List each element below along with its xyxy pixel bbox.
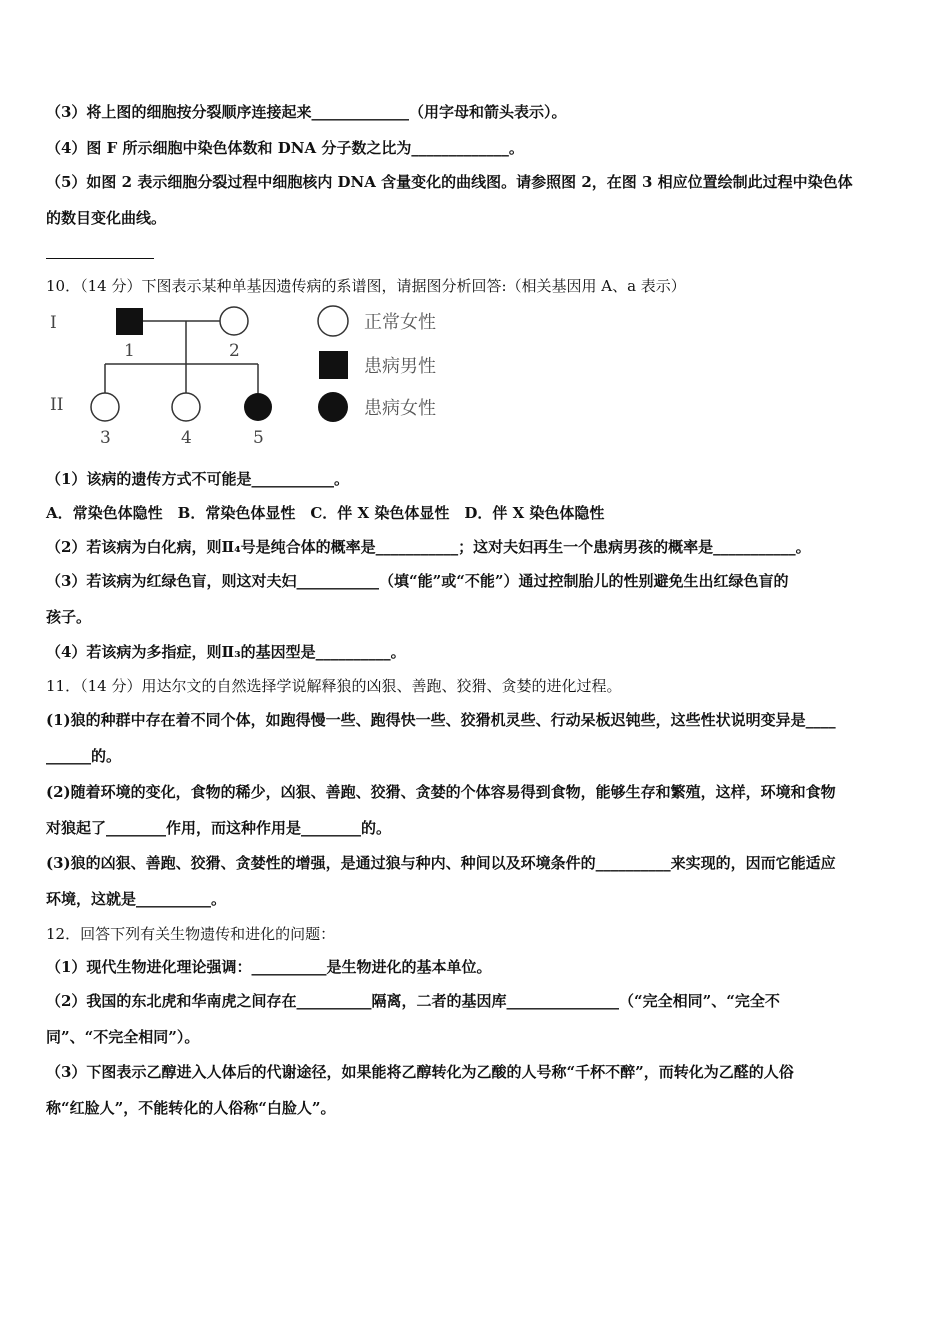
q9-part5-line1: （5）如图 2 表示细胞分裂过程中细胞核内 DNA 含量变化的曲线图。请参照图 2，在图 3 相应位置绘制此过程中染色体 xyxy=(46,173,853,191)
q10-part3-line1: （3）若该病为红绿色盲，则这对夫妇___________（填“能”或“不能”）通过控制胎儿的性别避免生出红绿色盲的 xyxy=(46,572,789,590)
legend-affected-male-label: 患病男性 xyxy=(364,356,436,377)
q11-stem: 11．（14 分）用达尔文的自然选择学说解释狼的凶狠、善跑、狡猾、贪婪的进化过程。 xyxy=(46,677,622,695)
q10-part1: （1）该病的遗传方式不可能是___________。 xyxy=(46,470,349,488)
individual-4-label: 4 xyxy=(181,428,192,448)
q9-part3: （3）将上图的细胞按分裂顺序连接起来_____________（用字母和箭头表示）。 xyxy=(46,103,567,121)
normal-female-I2 xyxy=(220,307,248,335)
normal-female-II4 xyxy=(172,393,200,421)
individual-5-label: 5 xyxy=(253,428,264,448)
legend-normal-female-symbol xyxy=(318,306,348,336)
generation-II-label: II xyxy=(50,395,64,415)
q9-part5-line2: 的数目变化曲线。 xyxy=(46,209,167,227)
affected-male-I1 xyxy=(116,308,143,335)
q12-stem: 12．回答下列有关生物遗传和进化的问题： xyxy=(46,925,336,943)
q10-part3-line2: 孩子。 xyxy=(46,608,92,626)
q9-part4: （4）图 F 所示细胞中染色体数和 DNA 分子数之比为_____________。 xyxy=(46,139,524,157)
q12-part3-line1: （3）下图表示乙醇进入人体后的代谢途径，如果能将乙醇转化为乙酸的人号称“千杯不醉”，而转化为乙醛的人俗 xyxy=(46,1063,794,1081)
generation-I-label: I xyxy=(50,313,57,333)
q10-part2: （2）若该病为白化病，则Ⅱ₄号是纯合体的概率是___________；这对夫妇再生一个患病男孩的概率是___________。 xyxy=(46,538,811,556)
q10-part4: （4）若该病为多指症，则Ⅱ₃的基因型是__________。 xyxy=(46,643,406,661)
q11-part1-line2: ______的。 xyxy=(46,747,122,765)
individual-3-label: 3 xyxy=(100,428,111,448)
legend-normal-female-label: 正常女性 xyxy=(364,312,436,333)
individual-1-label: 1 xyxy=(124,341,135,361)
q12-part1: （1）现代生物进化理论强调：__________是生物进化的基本单位。 xyxy=(46,958,492,976)
q10-options: A．常染色体隐性 B．常染色体显性 C．伴 X 染色体显性 D．伴 X 染色体隐性 xyxy=(46,504,605,522)
legend-affected-female-symbol xyxy=(318,392,348,422)
q11-part3-line1: (3)狼的凶狠、善跑、狡猾、贪婪性的增强，是通过狼与种内、种间以及环境条件的__________来实现的，因而它能适应 xyxy=(46,854,836,872)
legend-affected-female-label: 患病女性 xyxy=(364,398,436,419)
q12-part2-line2: 同”、“不完全相同”）。 xyxy=(46,1028,200,1046)
q11-part3-line2: 环境，这就是__________。 xyxy=(46,890,227,908)
q12-part2-line1: （2）我国的东北虎和华南虎之间存在__________隔离，二者的基因库_______________（“完全相同”、“完全不 xyxy=(46,992,780,1010)
normal-female-II3 xyxy=(91,393,119,421)
answer-blank-line xyxy=(46,258,154,259)
q12-part3-line2: 称“红脸人”，不能转化的人俗称“白脸人”。 xyxy=(46,1099,336,1117)
q11-part2-line2: 对狼起了________作用，而这种作用是________的。 xyxy=(46,819,392,837)
individual-2-label: 2 xyxy=(229,341,240,361)
pedigree-chart xyxy=(46,300,486,452)
q11-part1-line1: (1)狼的种群中存在着不同个体，如跑得慢一些、跑得快一些、狡猾机灵些、行动呆板迟钝些，这些性状说明变异是____ xyxy=(46,711,836,729)
q11-part2-line1: (2)随着环境的变化，食物的稀少，凶狠、善跑、狡猾、贪婪的个体容易得到食物，能够生存和繁殖，这样，环境和食物 xyxy=(46,783,836,801)
q10-stem: 10．（14 分）下图表示某种单基因遗传病的系谱图，请据图分析回答:（相关基因用 A、a 表示） xyxy=(46,277,686,295)
affected-female-II5 xyxy=(244,393,272,421)
legend-affected-male-symbol xyxy=(319,351,348,379)
